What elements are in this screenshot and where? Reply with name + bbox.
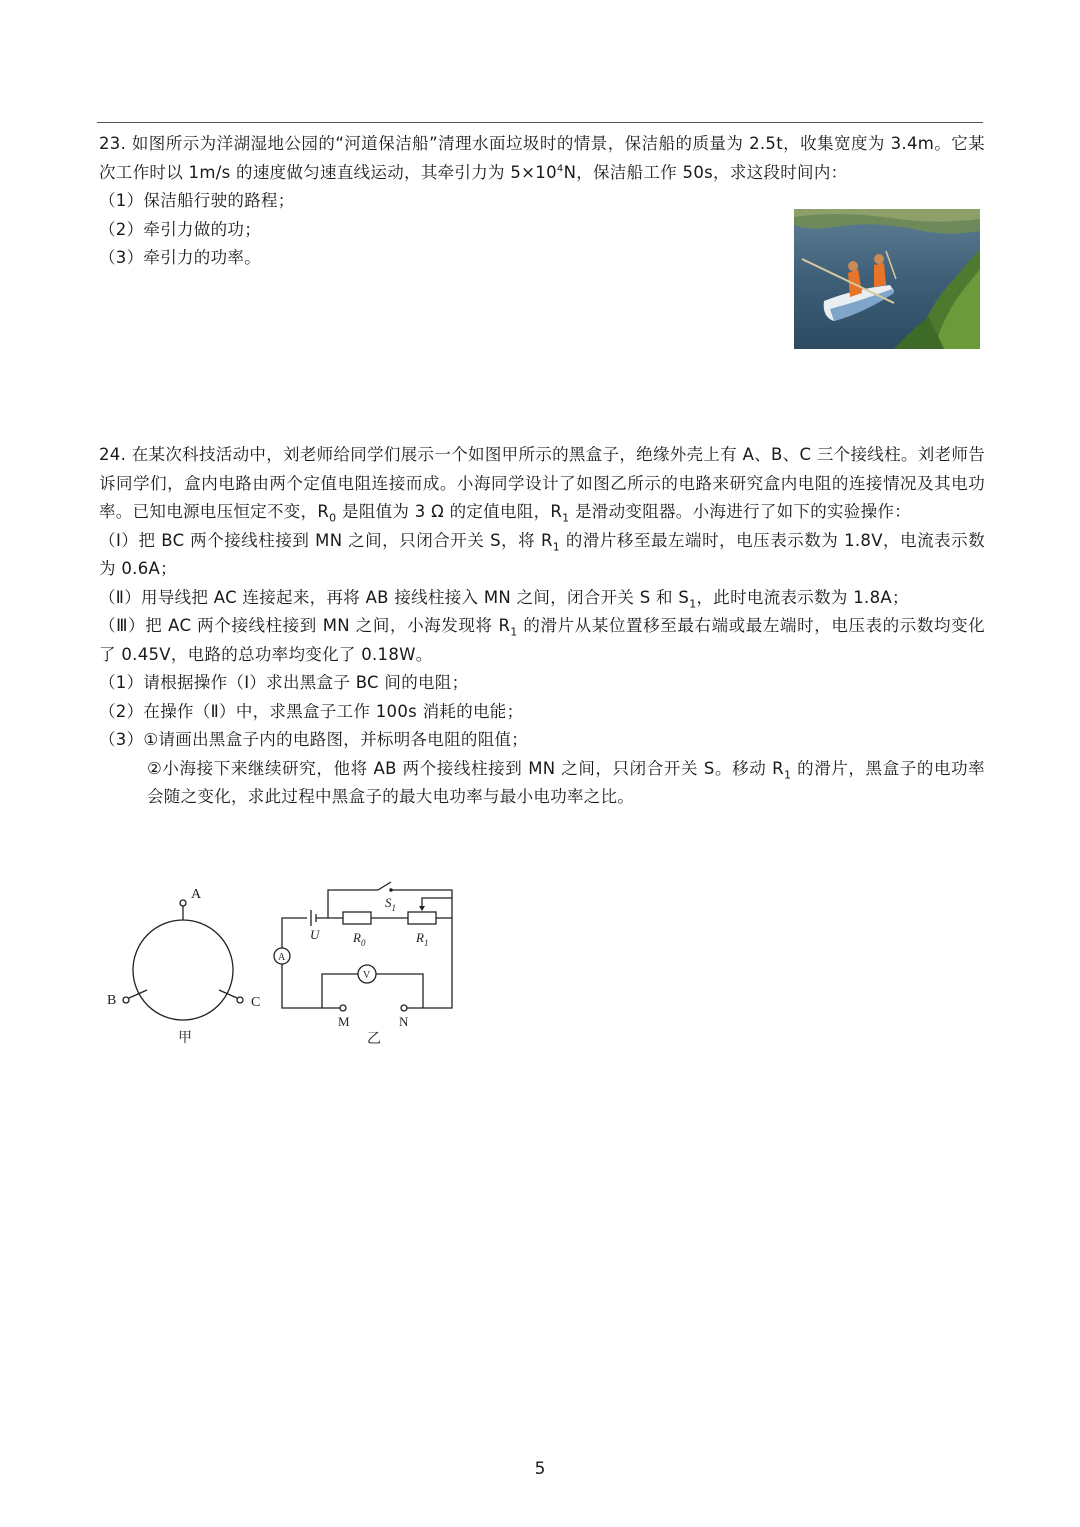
q23-item-1: （1）保洁船行驶的路程； bbox=[99, 191, 295, 210]
cleaning-boat-photo bbox=[794, 209, 980, 349]
q23-item-3: （3）牵引力的功率。 bbox=[99, 248, 261, 267]
terminal-n bbox=[401, 1005, 407, 1011]
label-r1: $R_1$ bbox=[416, 930, 429, 948]
svg-text:V: V bbox=[363, 970, 371, 981]
caption-jia: 甲 bbox=[178, 1031, 192, 1046]
label-n: N bbox=[399, 1014, 409, 1029]
caption-yi: 乙 bbox=[367, 1032, 381, 1047]
terminal-m bbox=[340, 1005, 346, 1011]
q24-subquestion-2: （2）在操作（Ⅱ）中，求黑盒子工作 100s 消耗的电能； bbox=[99, 701, 524, 721]
label-m: M bbox=[338, 1014, 350, 1029]
label-r0: $R_0$ bbox=[353, 930, 366, 948]
rheostat-r1 bbox=[408, 912, 436, 924]
q24-stem: 24. 在某次科技活动中，刘老师给同学们展示一个如图甲所示的黑盒子，绝缘外壳上有 A、B、C 三个接线柱。刘老师告诉同学们，盒内电路由两个定值电阻连接而成。小海同学设计了如图乙所示的电路来研究盒内电阻的连接情况及其电功率。已知电源电压恒定不变，$R_0$ 是阻值为 3 Ω 的定值电阻，$R_1$ 是滑动变阻器。小海进行了如下的实验操作： bbox=[99, 445, 985, 525]
q24-operation-2: （Ⅱ）用导线把 AC 连接起来，再将 AB 接线柱接入 MN 之间，闭合开关 S 和 $S_1$，此时电流表示数为 1.8A； bbox=[99, 587, 909, 610]
label-a: A bbox=[191, 887, 202, 902]
page-number: 5 bbox=[534, 1459, 546, 1479]
terminal-c bbox=[237, 997, 243, 1003]
terminal-b bbox=[123, 997, 129, 1003]
black-box-circle bbox=[133, 920, 233, 1020]
q24-operation-3: （Ⅲ）把 AC 两个接线柱接到 MN 之间，小海发现将 $R_1$ 的滑片从某位置移至最右端或最左端时，电压表的示数均变化了 0.45V，电路的总功率均变化了 0.18W。 bbox=[99, 616, 985, 664]
switch-s1 bbox=[378, 882, 391, 890]
svg-text:A: A bbox=[278, 952, 286, 963]
black-box-figure bbox=[107, 887, 260, 1046]
label-s1: $S_1$ bbox=[385, 895, 396, 913]
question-24 bbox=[99, 441, 985, 812]
q23-item-2: （2）牵引力做的功； bbox=[99, 219, 261, 239]
top-rule bbox=[97, 122, 983, 123]
experiment-circuit-figure bbox=[274, 882, 452, 1047]
label-u: U bbox=[310, 927, 320, 942]
q24-subquestion-3b: ②小海接下来继续研究，他将 AB 两个接线柱接到 MN 之间，只闭合开关 S。移动 $R_1$ 的滑片，黑盒子的电功率会随之变化，求此过程中黑盒子的最大电功率与最小电功率之比。 bbox=[147, 758, 985, 806]
circuit-figures bbox=[95, 876, 475, 1055]
q24-operation-1: （Ⅰ）把 BC 两个接线柱接到 MN 之间，只闭合开关 S，将 $R_1$ 的滑片移至最左端时，电压表示数为 1.8V，电流表示数为 0.6A； bbox=[99, 530, 985, 578]
terminal-a bbox=[180, 900, 186, 906]
q24-subquestion-1: （1）请根据操作（Ⅰ）求出黑盒子 BC 间的电阻； bbox=[99, 673, 469, 692]
label-b: B bbox=[107, 993, 117, 1008]
q23-stem: 23. 如图所示为洋湖湿地公园的“河道保洁船”清理水面垃圾时的情景，保洁船的质量为 2.5t，收集宽度为 3.4m。它某次工作时以 1m/s 的速度做匀速直线运动，其牵引力为 $5\times 10^4N$，保洁船工作 50s，求这段时间内： bbox=[99, 134, 985, 182]
q24-subquestion-3: （3）①请画出黑盒子内的电路图，并标明各电阻的阻值； bbox=[99, 730, 529, 749]
resistor-r0 bbox=[343, 912, 371, 924]
label-c: C bbox=[251, 995, 261, 1010]
